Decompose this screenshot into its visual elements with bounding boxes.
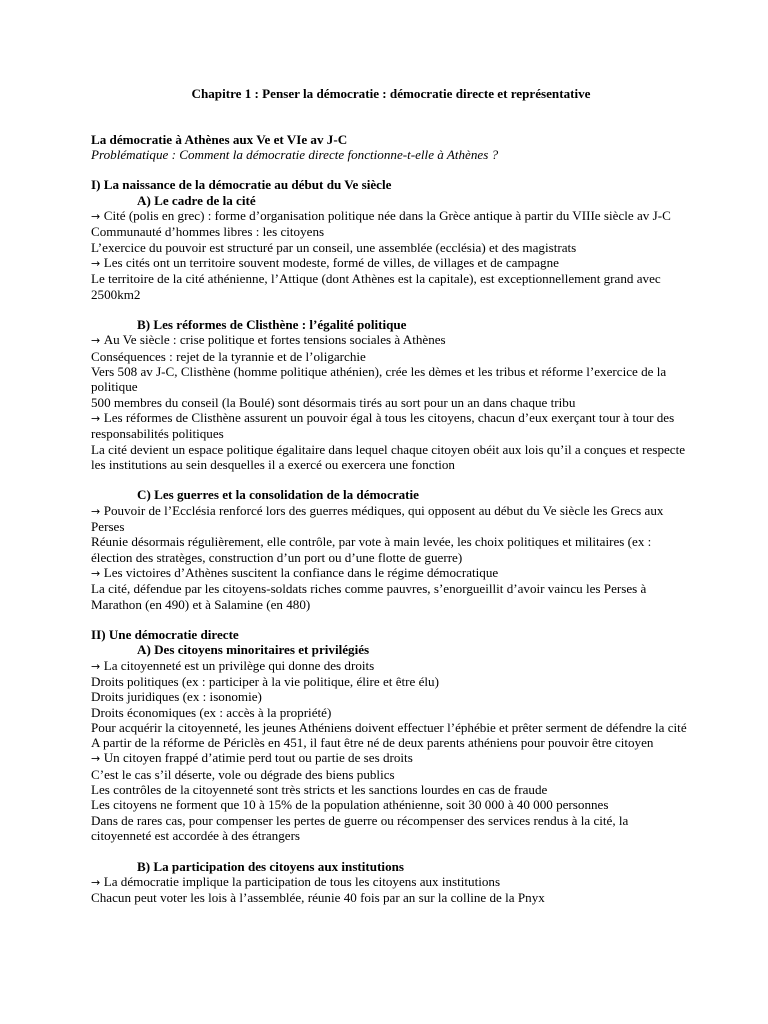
- line-text: B) Les réformes de Clisthène : l’égalité politique: [137, 317, 407, 333]
- arrow-bullet-line: [91, 874, 691, 890]
- line-text: Au Ve siècle : crise politique et fortes tensions sociales à Athènes: [103, 332, 446, 348]
- line-text: 500 membres du conseil (la Boulé) sont désormais tirés au sort pour un an dans chaque tribu: [91, 394, 576, 410]
- paragraph-line: [91, 240, 691, 255]
- subsection-heading: [91, 859, 691, 874]
- line-text: B) La participation des citoyens aux institutions: [137, 858, 404, 874]
- line-text: La cité devient un espace politique égalitaire dans lequel chaque citoyen obéit aux lois qu’il a conçues et respecte les institutions au sein desquelles il a exercé ou exercera une fonction: [91, 441, 686, 472]
- arrow-bullet-line: [91, 503, 691, 535]
- section-heading: [91, 627, 691, 642]
- arrow-bullet-line: [91, 750, 691, 766]
- line-text: La démocratie à Athènes aux Ve et VIe av J-C: [91, 131, 348, 147]
- line-text: Cité (polis en grec) : forme d’organisation politique née dans la Grèce antique à partir du VIIIe siècle av J-C: [103, 208, 671, 224]
- arrow-bullet-line: [91, 410, 691, 442]
- paragraph-line: [91, 364, 691, 395]
- right-arrow-icon: →: [91, 752, 104, 766]
- line-text: Les victoires d’Athènes suscitent la confiance dans le régime démocratique: [103, 564, 499, 580]
- line-text: Le territoire de la cité athénienne, l’Attique (dont Athènes est la capitale), est exceptionnellement grand avec 2500km2: [91, 271, 661, 302]
- line-text: La citoyenneté est un privilège qui donne des droits: [103, 657, 375, 673]
- line-text: Les réformes de Clisthène assurent un pouvoir égal à tous les citoyens, chacun d’eux exerçant tour à tour des responsabilités politiques: [91, 409, 675, 442]
- line-text: Un citoyen frappé d’atimie perd tout ou partie de ses droits: [103, 750, 413, 766]
- paragraph-line: [91, 689, 691, 704]
- line-text: Chacun peut voter les lois à l’assemblée, réunie 40 fois par an sur la colline de la Pnyx: [91, 890, 545, 906]
- arrow-bullet-line: [91, 208, 691, 224]
- line-text: II) Une démocratie directe: [91, 627, 239, 643]
- blank-line: [91, 162, 691, 177]
- line-text: I) La naissance de la démocratie au début du Ve siècle: [91, 177, 392, 193]
- arrow-bullet-line: [91, 565, 691, 581]
- line-text: A partir de la réforme de Périclès en 451, il faut être né de deux parents athéniens pour pouvoir être citoyen: [91, 735, 654, 751]
- line-text: Les contrôles de la citoyenneté sont très stricts et les sanctions lourdes en cas de fraude: [91, 782, 548, 798]
- subsection-heading: [91, 317, 691, 332]
- paragraph-line: [91, 782, 691, 797]
- subsection-heading: [91, 487, 691, 502]
- arrow-bullet-line: [91, 332, 691, 348]
- arrow-bullet-line: [91, 658, 691, 674]
- line-text: La démocratie implique la participation de tous les citoyens aux institutions: [103, 873, 501, 889]
- line-text: Vers 508 av J-C, Clisthène (homme politique athénien), crée les dèmes et les tribus et réforme l’exercice de la politique: [91, 364, 667, 395]
- paragraph-line: [91, 767, 691, 782]
- line-text: Problématique : Comment la démocratie directe fonctionne-t-elle à Athènes ?: [91, 146, 499, 162]
- line-text: Les cités ont un territoire souvent modeste, formé de villes, de villages et de campagne: [103, 254, 559, 270]
- paragraph-line: [91, 720, 691, 735]
- paragraph-line: [91, 797, 691, 812]
- line-text: Conséquences : rejet de la tyrannie et de l’oligarchie: [91, 348, 366, 364]
- section-heading: [91, 177, 691, 192]
- paragraph-line: [91, 581, 691, 612]
- line-text: A) Des citoyens minoritaires et privilégiés: [137, 642, 370, 658]
- document-page: [91, 86, 691, 905]
- paragraph-line: [91, 735, 691, 750]
- line-text: La cité, défendue par les citoyens-soldats riches comme pauvres, s’enorgueillit d’avoir vaincu les Perses à Marathon (en 490) et à Salamine (en 480): [91, 581, 647, 612]
- line-text: Droits juridiques (ex : isonomie): [91, 689, 262, 705]
- section-heading: [91, 132, 691, 147]
- right-arrow-icon: →: [91, 334, 104, 348]
- line-text: C) Les guerres et la consolidation de la démocratie: [137, 487, 419, 503]
- right-arrow-icon: →: [91, 256, 104, 270]
- blank-line: [91, 472, 691, 487]
- problematique-line: [91, 147, 691, 162]
- line-text: Droits politiques (ex : participer à la vie politique, élire et être élu): [91, 673, 439, 689]
- document-title: Chapitre 1 : Penser la démocratie : démocratie directe et représentative: [191, 86, 591, 101]
- paragraph-line: [91, 395, 691, 410]
- arrow-bullet-line: [91, 255, 691, 271]
- paragraph-line: [91, 674, 691, 689]
- line-text: Réunie désormais régulièrement, elle contrôle, par vote à main levée, les choix politiques et militaires (ex : élection des stratèges, construction d’un port ou d’une flotte de guerre): [91, 534, 652, 565]
- paragraph-line: [91, 271, 691, 302]
- line-text: A) Le cadre de la cité: [137, 192, 256, 208]
- line-text: Communauté d’hommes libres : les citoyens: [91, 224, 325, 240]
- document-body: [91, 116, 691, 905]
- line-text: Pour acquérir la citoyenneté, les jeunes Athéniens doivent effectuer l’éphébie et prêter serment de défendre la cité: [91, 719, 687, 735]
- subsection-heading: [91, 193, 691, 208]
- paragraph-line: [91, 705, 691, 720]
- line-text: Pouvoir de l’Ecclésia renforcé lors des guerres médiques, qui opposent au début du Ve siècle les Grecs aux Perses: [91, 502, 664, 535]
- paragraph-line: [91, 890, 691, 905]
- right-arrow-icon: →: [91, 210, 104, 224]
- line-text: C’est le cas s’il déserte, vole ou dégrade des biens publics: [91, 766, 395, 782]
- line-text: L’exercice du pouvoir est structuré par un conseil, une assemblée (ecclésia) et des magistrats: [91, 239, 577, 255]
- paragraph-line: [91, 813, 691, 844]
- blank-line: [91, 116, 691, 131]
- paragraph-line: [91, 349, 691, 364]
- paragraph-line: [91, 534, 691, 565]
- blank-line: [91, 612, 691, 627]
- blank-line: [91, 302, 691, 317]
- right-arrow-icon: →: [91, 659, 104, 673]
- paragraph-line: [91, 442, 691, 473]
- blank-line: [91, 843, 691, 858]
- right-arrow-icon: →: [91, 566, 104, 580]
- paragraph-line: [91, 224, 691, 239]
- line-text: Les citoyens ne forment que 10 à 15% de la population athénienne, soit 30 000 à 40 000 personnes: [91, 797, 609, 813]
- subsection-heading: [91, 642, 691, 657]
- line-text: Dans de rares cas, pour compenser les pertes de guerre ou récompenser des services rendus à la cité, la citoyenneté est accordée à des étrangers: [91, 812, 629, 843]
- line-text: Droits économiques (ex : accès à la propriété): [91, 704, 332, 720]
- right-arrow-icon: →: [91, 411, 104, 425]
- right-arrow-icon: →: [91, 504, 104, 518]
- right-arrow-icon: →: [91, 875, 104, 889]
